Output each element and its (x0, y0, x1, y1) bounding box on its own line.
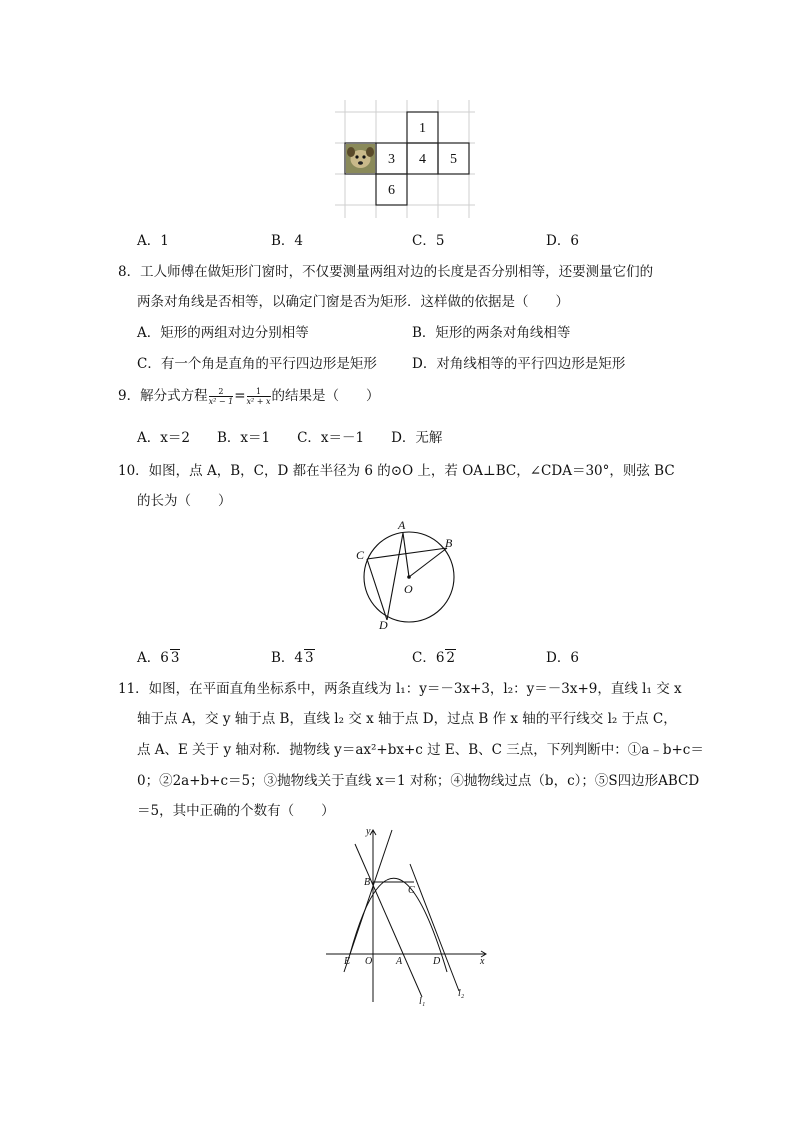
q10-option-a-coef: A．6 (137, 650, 169, 666)
label-e: E (344, 956, 351, 967)
label-o: O (365, 956, 373, 967)
segment-oa (403, 533, 409, 577)
line-l2 (410, 864, 459, 991)
q10-option-a (137, 646, 180, 666)
q10-option-b (271, 646, 315, 666)
q9-fraction-1 (209, 387, 234, 406)
cell-center-label: 4 (419, 152, 426, 167)
center-point (407, 575, 411, 579)
q9-frac2-denominator: x² + x (246, 397, 271, 406)
q10-option-c (412, 646, 456, 666)
q7-option-d: D．6 (546, 233, 579, 249)
label-c: C (408, 885, 415, 896)
q8-option-b: B．矩形的两条对角线相等 (412, 325, 571, 341)
q7-option-a: A．1 (137, 233, 169, 249)
label-a: A (398, 518, 406, 532)
q9-fraction-2 (247, 387, 271, 406)
chord-da (387, 533, 403, 620)
q10-option-b-coef: B．4 (271, 650, 304, 666)
q9-equals: = (234, 388, 246, 404)
q9-prefix: 9．解分式方程 (118, 388, 208, 404)
q11-stem-line5: ＝5，其中正确的个数有（ ） (137, 803, 335, 819)
q9-frac1-numerator: 2 (209, 387, 234, 397)
q10-stem-line1: 10．如图，点 A，B，C，D 都在半径为 6 的⊙O 上，若 OA⊥BC，∠CDA＝30°，则弦 BC (118, 463, 675, 479)
label-d: D (433, 956, 441, 967)
q7-option-c: C．5 (412, 233, 445, 249)
q11-stem-line2: 轴于点 A，交 y 轴于点 B，直线 l₂ 交 x 轴于点 D，过点 B 作 x 轴的平行线交 l₂ 于点 C， (137, 711, 677, 727)
q8-option-c: C．有一个角是直角的平行四边形是矩形 (137, 356, 377, 372)
q9-frac2-numerator: 1 (247, 387, 271, 397)
label-a: A (396, 956, 403, 967)
cell-right-label: 5 (450, 152, 457, 167)
sqrt-icon: 3 (305, 650, 314, 666)
q8-stem-line1: 8．工人师傅在做矩形门窗时，不仅要测量两组对边的长度是否分别相等，还要测量它们的 (118, 264, 654, 280)
q7-option-b: B．4 (271, 233, 304, 249)
puppy-face-icon (346, 144, 375, 173)
cube-net-figure (335, 100, 475, 218)
label-c: C (356, 548, 365, 562)
label-d: D (379, 618, 388, 632)
q9-suffix: 的结果是（ ） (271, 388, 380, 404)
coordinate-figure (322, 824, 492, 1006)
q9-frac1-denominator: x² − 1 (208, 397, 234, 406)
label-b: B (364, 877, 371, 888)
q10-stem-line2: 的长为（ ） (137, 493, 232, 509)
q11-stem-line3: 点 A、E 关于 y 轴对称．抛物线 y＝ax²+bx+c 过 E、B、C 三点，下列判断中：①a﹣b+c＝ (137, 742, 704, 758)
q11-stem-line4: 0；②2a+b+c＝5；③抛物线关于直线 x＝1 对称；④抛物线过点（b，c）；⑤S四边形ABCD (137, 773, 700, 789)
q11-stem-line1: 11．如图，在平面直角坐标系中，两条直线为 l₁：y＝－3x+3，l₂：y＝－3x+9，直线 l₁ 交 x (118, 681, 682, 697)
q9-stem (118, 384, 380, 406)
label-y-axis: y (366, 826, 371, 837)
label-l1: l₁ (419, 996, 426, 1006)
label-x-axis: x (480, 956, 485, 967)
sqrt-icon: 3 (170, 650, 180, 666)
q9-options: A．x＝2 B．x＝1 C．x＝－1 D．无解 (137, 430, 443, 446)
q8-option-d: D．对角线相等的平行四边形是矩形 (412, 356, 626, 372)
label-o: O (404, 582, 413, 596)
circle-figure (350, 512, 460, 634)
cell-bottom-label: 6 (388, 183, 395, 198)
line-l1 (355, 844, 422, 997)
chord-cd (367, 559, 387, 620)
q10-option-c-coef: C．6 (412, 650, 445, 666)
q10-option-d: D．6 (546, 650, 579, 666)
cell-left-label: 3 (388, 152, 395, 167)
label-b: B (445, 536, 453, 550)
q8-option-a: A．矩形的两组对边分别相等 (137, 325, 309, 341)
cell-top-label: 1 (419, 121, 426, 136)
label-l2: l₂ (458, 988, 465, 999)
sqrt-icon: 2 (446, 650, 456, 666)
q8-stem-line2: 两条对角线是否相等，以确定门窗是否为矩形．这样做的依据是（ ） (137, 294, 569, 310)
